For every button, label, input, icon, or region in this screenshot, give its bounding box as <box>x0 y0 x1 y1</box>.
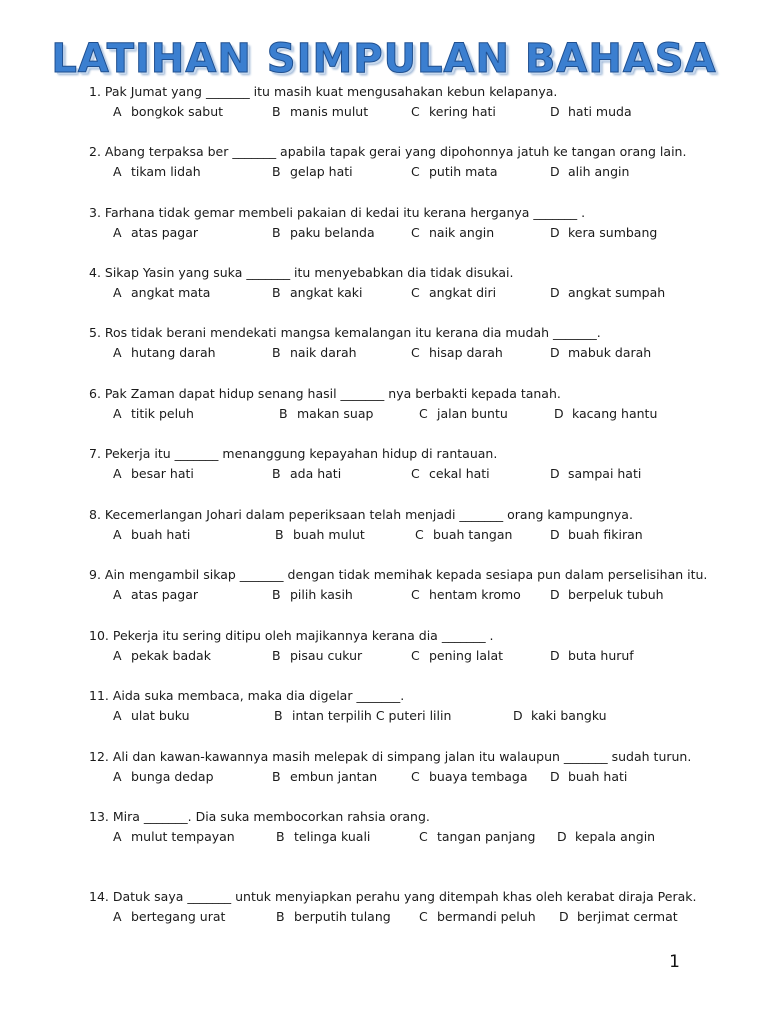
option-letter: D <box>550 527 560 542</box>
option-text: besar hati <box>131 466 194 481</box>
option-text: naik angin <box>429 225 495 240</box>
answer-option <box>550 102 632 122</box>
option-letter: A <box>113 648 122 663</box>
option-letter: C <box>411 104 420 119</box>
option-text: pekak badak <box>131 648 211 663</box>
option-letter: C <box>419 909 428 924</box>
option-text: kaki bangku <box>531 708 607 723</box>
option-letter: A <box>113 466 122 481</box>
options-row <box>89 525 729 545</box>
question-item <box>89 887 729 927</box>
question-stem: 4. Sikap Yasin yang suka _______ itu menyebabkan dia tidak disukai. <box>89 265 514 280</box>
answer-option <box>279 404 373 424</box>
answer-option <box>411 343 503 363</box>
option-letter: A <box>113 909 122 924</box>
options-row <box>89 827 729 847</box>
answer-option <box>411 283 496 303</box>
option-text: embun jantan <box>290 769 378 784</box>
option-text: kacang hantu <box>572 406 658 421</box>
option-letter: D <box>559 909 569 924</box>
option-letter: D <box>550 225 560 240</box>
options-row <box>89 343 729 363</box>
option-text: tangan panjang <box>437 829 536 844</box>
question-stem: 1. Pak Jumat yang _______ itu masih kuat mengusahakan kebun kelapanya. <box>89 84 558 99</box>
option-text: buah mulut <box>293 527 365 542</box>
option-letter: A <box>113 527 122 542</box>
options-row <box>89 404 729 424</box>
answer-option <box>415 525 512 545</box>
option-text: naik darah <box>290 345 357 360</box>
answer-option <box>411 162 498 182</box>
option-text: bongkok sabut <box>131 104 224 119</box>
answer-option <box>411 223 494 243</box>
option-text: berputih tulang <box>294 909 391 924</box>
question-item <box>89 565 729 605</box>
option-text: paku belanda <box>290 225 375 240</box>
question-item <box>89 807 729 847</box>
options-row <box>89 102 729 122</box>
option-text: pening lalat <box>429 648 504 663</box>
option-letter: B <box>272 345 281 360</box>
option-text: bermandi peluh <box>437 909 536 924</box>
answer-option <box>272 767 377 787</box>
worksheet-title: LATIHAN SIMPULAN BAHASA <box>51 36 717 82</box>
option-text: mabuk darah <box>568 345 652 360</box>
question-stem: 8. Kecemerlangan Johari dalam peperiksaan telah menjadi _______ orang kampungnya. <box>89 507 633 522</box>
option-text: hutang darah <box>131 345 216 360</box>
option-letter: A <box>113 225 122 240</box>
answer-option <box>113 343 216 363</box>
option-letter: B <box>272 164 281 179</box>
options-row <box>89 767 729 787</box>
question-stem: 12. Ali dan kawan-kawannya masih melepak di simpang jalan itu walaupun _______ sudah turun. <box>89 749 692 764</box>
question-item <box>89 747 729 787</box>
answer-option <box>272 585 353 605</box>
answer-option <box>113 162 201 182</box>
answer-option <box>272 464 341 484</box>
options-row <box>89 646 729 666</box>
option-letter: B <box>275 527 284 542</box>
option-text: pilih kasih <box>290 587 353 602</box>
option-text: hisap darah <box>429 345 503 360</box>
option-letter: A <box>113 829 122 844</box>
question-item <box>89 505 729 545</box>
option-text: hentam kromo <box>429 587 521 602</box>
question-item <box>89 384 729 424</box>
answer-option <box>275 525 365 545</box>
option-letter: B <box>276 909 285 924</box>
answer-option <box>419 404 508 424</box>
option-text: kera sumbang <box>568 225 658 240</box>
answer-option <box>272 283 362 303</box>
option-letter: B <box>279 406 288 421</box>
option-text: angkat mata <box>131 285 211 300</box>
option-text: sampai hati <box>568 466 642 481</box>
option-text: alih angin <box>568 164 630 179</box>
answer-option <box>557 827 655 847</box>
answer-option <box>274 706 451 726</box>
question-item <box>89 626 729 666</box>
option-text: buaya tembaga <box>429 769 528 784</box>
option-text: gelap hati <box>290 164 353 179</box>
question-item <box>89 203 729 243</box>
option-letter: C <box>411 648 420 663</box>
options-row <box>89 223 729 243</box>
option-letter: C <box>419 406 428 421</box>
answer-option <box>113 706 190 726</box>
option-letter: D <box>550 104 560 119</box>
option-letter: D <box>550 466 560 481</box>
option-letter: B <box>272 466 281 481</box>
question-item <box>89 142 729 182</box>
answer-option <box>550 223 657 243</box>
question-stem: 11. Aida suka membaca, maka dia digelar _______. <box>89 688 405 703</box>
option-text: mulut tempayan <box>131 829 235 844</box>
options-row <box>89 706 729 726</box>
option-letter: B <box>276 829 285 844</box>
option-letter: D <box>550 769 560 784</box>
option-text: buah tangan <box>433 527 513 542</box>
answer-option <box>272 102 368 122</box>
answer-option <box>113 464 194 484</box>
answer-option <box>276 827 370 847</box>
option-text: buah hati <box>568 769 628 784</box>
option-letter: D <box>550 285 560 300</box>
answer-option <box>276 907 391 927</box>
answer-option <box>113 907 225 927</box>
option-letter: C <box>411 285 420 300</box>
option-letter: B <box>272 769 281 784</box>
option-letter: C <box>419 829 428 844</box>
question-stem: 13. Mira _______. Dia suka membocorkan rahsia orang. <box>89 809 430 824</box>
answer-option <box>513 706 607 726</box>
question-item <box>89 82 729 122</box>
option-letter: A <box>113 708 122 723</box>
option-letter: A <box>113 285 122 300</box>
answer-option <box>113 585 198 605</box>
option-text: putih mata <box>429 164 498 179</box>
option-text: atas pagar <box>131 225 199 240</box>
answer-option <box>113 525 190 545</box>
option-text: jalan buntu <box>437 406 508 421</box>
answer-option <box>550 525 643 545</box>
option-text: tikam lidah <box>131 164 201 179</box>
option-text: angkat kaki <box>290 285 363 300</box>
answer-option <box>550 162 629 182</box>
question-item <box>89 263 729 303</box>
answer-option <box>113 646 211 666</box>
option-letter: A <box>113 406 122 421</box>
question-item <box>89 444 729 484</box>
answer-option <box>550 585 664 605</box>
option-letter: D <box>550 587 560 602</box>
option-text: cekal hati <box>429 466 490 481</box>
answer-option <box>411 102 496 122</box>
option-text: manis mulut <box>290 104 369 119</box>
options-row <box>89 907 729 927</box>
option-text: buah fikiran <box>568 527 643 542</box>
answer-option <box>272 162 353 182</box>
option-text: makan suap <box>297 406 374 421</box>
question-item <box>89 686 729 726</box>
option-letter: D <box>554 406 564 421</box>
question-stem: 3. Farhana tidak gemar membeli pakaian di kedai itu kerana herganya _______ . <box>89 205 586 220</box>
options-row <box>89 162 729 182</box>
answer-option <box>113 827 235 847</box>
option-letter: D <box>557 829 567 844</box>
option-letter: C <box>411 587 420 602</box>
answer-option <box>550 283 665 303</box>
option-text: intan terpilih C puteri lilin <box>292 708 452 723</box>
option-letter: B <box>272 587 281 602</box>
option-letter: B <box>272 104 281 119</box>
option-text: buta huruf <box>568 648 634 663</box>
answer-option <box>113 767 214 787</box>
option-text: ada hati <box>290 466 342 481</box>
answer-option <box>411 646 503 666</box>
answer-option <box>419 907 536 927</box>
option-letter: D <box>550 164 560 179</box>
option-letter: B <box>272 285 281 300</box>
page-number: 1 <box>669 952 680 972</box>
option-letter: C <box>411 769 420 784</box>
answer-option <box>411 767 528 787</box>
option-letter: C <box>411 164 420 179</box>
option-letter: C <box>411 225 420 240</box>
options-row <box>89 464 729 484</box>
option-letter: D <box>513 708 523 723</box>
option-text: angkat sumpah <box>568 285 666 300</box>
option-letter: C <box>415 527 424 542</box>
option-text: atas pagar <box>131 587 199 602</box>
option-letter: D <box>550 345 560 360</box>
option-text: pisau cukur <box>290 648 363 663</box>
option-letter: A <box>113 345 122 360</box>
answer-option <box>550 646 634 666</box>
question-stem: 7. Pekerja itu _______ menanggung kepayahan hidup di rantauan. <box>89 446 498 461</box>
answer-option <box>550 767 627 787</box>
question-stem: 2. Abang terpaksa ber _______ apabila tapak gerai yang dipohonnya jatuh ke tangan orang lain. <box>89 144 687 159</box>
answer-option <box>550 464 641 484</box>
option-text: telinga kuali <box>294 829 371 844</box>
answer-option <box>113 223 198 243</box>
answer-option <box>272 646 362 666</box>
option-text: berpeluk tubuh <box>568 587 664 602</box>
option-text: ulat buku <box>131 708 190 723</box>
answer-option <box>559 907 678 927</box>
options-row <box>89 585 729 605</box>
option-text: kering hati <box>429 104 496 119</box>
answer-option <box>113 102 223 122</box>
answer-option <box>113 404 194 424</box>
option-text: bunga dedap <box>131 769 214 784</box>
question-stem: 5. Ros tidak berani mendekati mangsa kemalangan itu kerana dia mudah _______. <box>89 325 601 340</box>
option-text: titik peluh <box>131 406 194 421</box>
answer-option <box>272 223 375 243</box>
option-text: hati muda <box>568 104 632 119</box>
option-letter: A <box>113 587 122 602</box>
question-stem: 10. Pekerja itu sering ditipu oleh majikannya kerana dia _______ . <box>89 628 494 643</box>
option-letter: A <box>113 104 122 119</box>
option-letter: B <box>272 648 281 663</box>
option-letter: A <box>113 769 122 784</box>
question-stem: 9. Ain mengambil sikap _______ dengan tidak memihak kepada sesiapa pun dalam perselisihan itu. <box>89 567 708 582</box>
answer-option <box>411 464 490 484</box>
options-row <box>89 283 729 303</box>
option-text: kepala angin <box>575 829 656 844</box>
question-stem: 6. Pak Zaman dapat hidup senang hasil _______ nya berbakti kepada tanah. <box>89 386 561 401</box>
option-text: berjimat cermat <box>577 909 678 924</box>
answer-option <box>550 343 651 363</box>
option-letter: C <box>411 466 420 481</box>
answer-option <box>554 404 657 424</box>
question-item <box>89 323 729 363</box>
option-letter: C <box>411 345 420 360</box>
option-text: bertegang urat <box>131 909 226 924</box>
option-text: angkat diri <box>429 285 497 300</box>
answer-option <box>272 343 357 363</box>
option-letter: D <box>550 648 560 663</box>
option-text: buah hati <box>131 527 191 542</box>
question-stem: 14. Datuk saya _______ untuk menyiapkan perahu yang ditempah khas oleh kerabat diraja Perak. <box>89 889 697 904</box>
answer-option <box>419 827 535 847</box>
option-letter: A <box>113 164 122 179</box>
option-letter: B <box>272 225 281 240</box>
option-letter: B <box>274 708 283 723</box>
answer-option <box>113 283 210 303</box>
answer-option <box>411 585 521 605</box>
